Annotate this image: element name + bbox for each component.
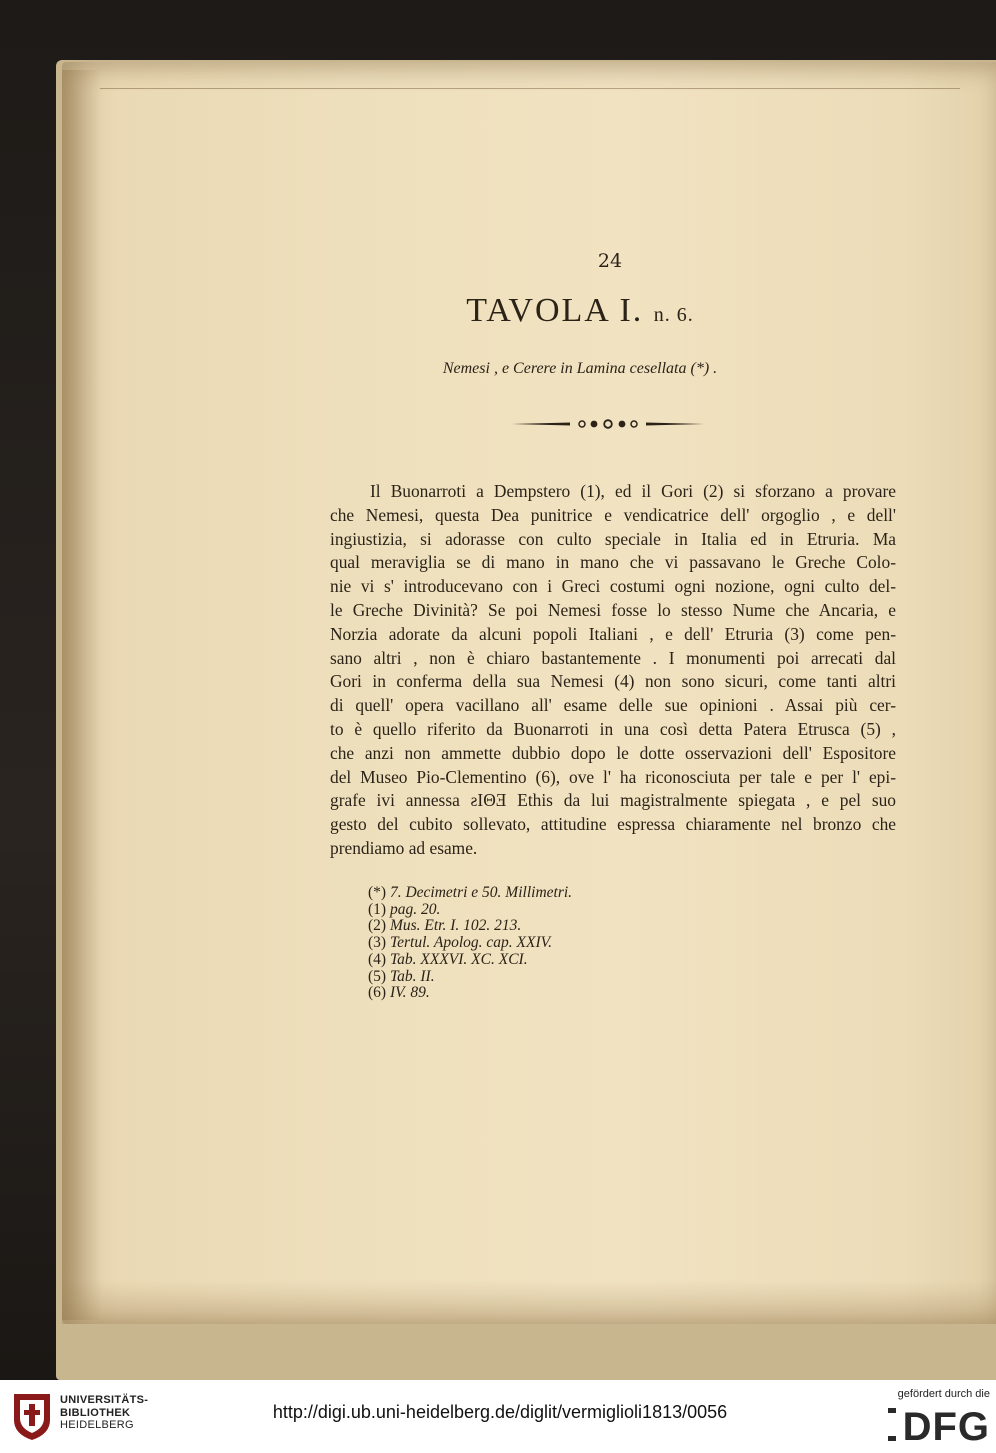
body-line: grafe ivi annessa ƨΙΘƎ Ethis da lui magistralmente spiegata , e pel suo [330, 790, 896, 811]
footnote-text: Tab. II. [389, 967, 435, 985]
page-edge-bottom [62, 1280, 996, 1324]
body-line: ingiustizia, si adorasse con culto speciale in Italia ed in Etruria. Ma [330, 528, 896, 549]
library-line: BIBLIOTHEK [60, 1406, 131, 1419]
body-line: le Greche Divinità? Se poi Nemesi fosse lo stesso Nume che Ancaria, e [330, 599, 896, 620]
footnote-text: 7. Decimetri e 50. Millimetri. [389, 884, 573, 901]
footnote [368, 985, 768, 1002]
source-url-link[interactable]: http://digi.ub.uni-heidelberg.de/diglit/vermiglioli1813/0056 [272, 1402, 728, 1422]
footnote [368, 902, 768, 919]
footnote-mark: (1) [368, 900, 387, 918]
body-line: nie vi s' introducevano con i Greci costumi ogni nozione, ogni culto del- [330, 576, 896, 597]
footnote-mark: (*) [368, 884, 387, 901]
body-line: Il Buonarroti a Dempstero (1), ed il Gori (2) si sforzano a provare [370, 481, 896, 501]
library-name [60, 1394, 148, 1432]
body-line: Gori in conferma della sua Nemesi (4) non sono sicuri, come tanti altri [330, 671, 896, 692]
page-title [330, 292, 830, 330]
top-rule [100, 88, 960, 89]
body-line: che anzi non ammette dubbio dopo le dotte osservazioni dell' Espositore [330, 742, 896, 763]
library-line: HEIDELBERG [60, 1419, 134, 1431]
footnote [368, 952, 768, 969]
title-number: n. 6. [653, 304, 694, 326]
footnote-mark: (2) [368, 917, 387, 935]
footnotes [368, 885, 768, 1002]
footnote-text: Tertul. Apolog. cap. XXIV. [389, 934, 552, 952]
body-line: di quell' opera vacillano all' esame delle sue opinioni . Assai più cer- [330, 695, 896, 716]
body-line: Norzia adorate da alcuni popoli Italiani , e dell' Etruria (3) come pen- [330, 623, 896, 644]
footnote-mark: (3) [368, 934, 387, 952]
ornament-divider [512, 418, 704, 430]
footnote-text: pag. 20. [389, 900, 441, 918]
footnote [368, 935, 768, 952]
body-line: qual meraviglia se di mano in mano che vi passavano le Greche Colo- [330, 552, 896, 573]
page-number: 24 [597, 250, 623, 272]
footnote [368, 918, 768, 935]
library-line: UNIVERSITÄTS- [60, 1394, 149, 1406]
body-line: sano altri , non è chiaro bastantemente . I monumenti poi arrecati dal [330, 647, 896, 668]
footnote-text: Mus. Etr. I. 102. 213. [389, 917, 522, 935]
page-edge-left [62, 70, 102, 1320]
footnote-mark: (4) [368, 950, 387, 968]
title-main: TAVOLA I. [466, 292, 644, 329]
body-line: prendiamo ad esame. [330, 837, 478, 858]
university-seal-icon [10, 1390, 54, 1442]
funded-by-label: gefördert durch die [897, 1388, 990, 1400]
body-line: to è quello riferito da Buonarroti in una così detta Patera Etrusca (5) , [330, 718, 896, 739]
footnote-text: IV. 89. [389, 984, 430, 1002]
viewer-footer [0, 1380, 996, 1453]
page-subtitle: Nemesi , e Cerere in Lamina cesellata (*) . [442, 360, 718, 377]
body-line: del Museo Pio-Clementino (6), ove l' ha riconosciuta per tale e per l' epi- [330, 766, 896, 787]
footnote [368, 885, 768, 902]
body-line: che Nemesi, questa Dea punitrice e vendicatrice dell' orgoglio , e dell' [330, 504, 896, 525]
body-line: gesto del cubito sollevato, attitudine espressa chiaramente nel bronzo che [330, 814, 896, 835]
dfg-logo [886, 1402, 992, 1446]
footnote [368, 969, 768, 986]
footnote-text: Tab. XXXVI. XC. XCI. [389, 950, 528, 968]
svg-text:DFG: DFG [902, 1405, 990, 1446]
footnote-mark: (6) [368, 984, 387, 1002]
footnote-mark: (5) [368, 967, 387, 985]
body-text [330, 480, 896, 861]
